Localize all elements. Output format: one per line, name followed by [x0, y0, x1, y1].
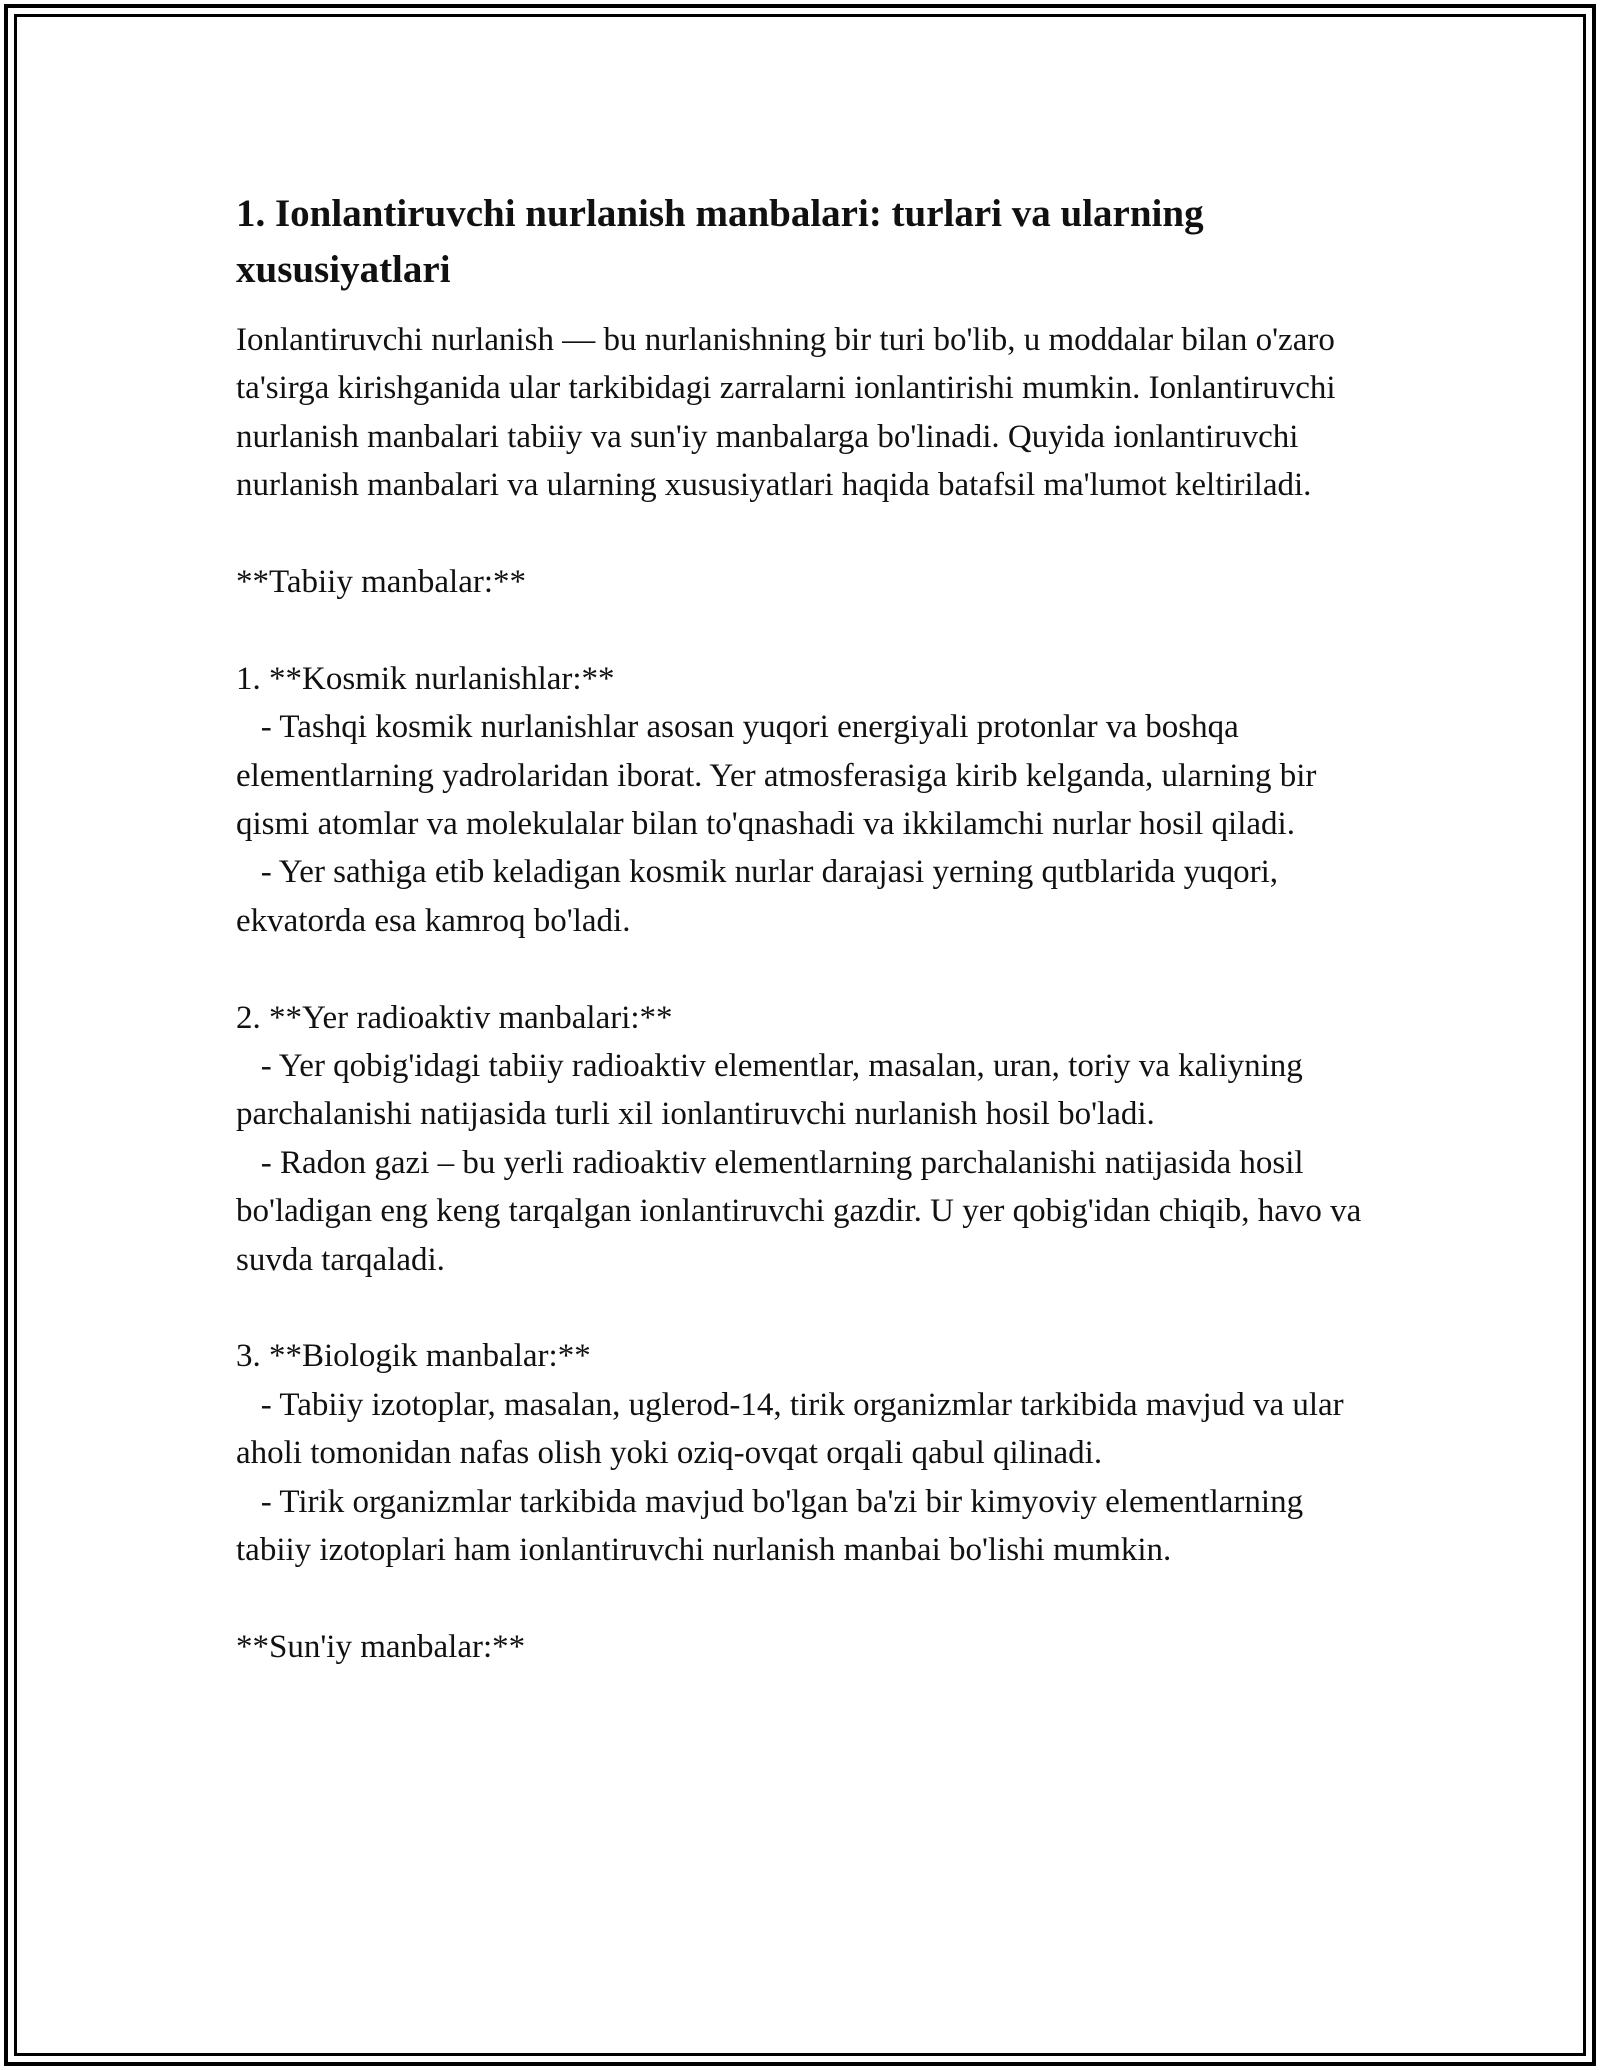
section-heading: 1. **Kosmik nurlanishlar:** [236, 660, 615, 697]
artificial-sources-heading: **Sun'iy manbalar:** [236, 1628, 526, 1665]
section-heading: 3. **Biologik manbalar:** [236, 1338, 591, 1375]
section-cosmic [236, 655, 1386, 945]
spacer [236, 1575, 1386, 1623]
natural-sources-heading: **Tabiiy manbalar:** [236, 564, 527, 601]
section-biological [236, 1332, 1386, 1574]
section-earth-radioactive [236, 994, 1386, 1284]
section-heading: 2. **Yer radioaktiv manbalari:** [236, 999, 673, 1036]
list-item: - Yer qobig'idagi tabiiy radioaktiv elementlar, masalan, uran, toriy va kaliyning parchalanishi natijasida turli xil ionlantiruvchi nurlanish hosil bo'ladi. [236, 1048, 1312, 1133]
document-title: 1. Ionlantiruvchi nurlanish manbalari: turlari va ularning xususiyatlari [236, 192, 1204, 291]
list-item: - Yer sathiga etib keladigan kosmik nurlar darajasi yerning qutblarida yuqori, ekvatorda esa kamroq bo'ladi. [236, 854, 1287, 939]
list-item: - Tashqi kosmik nurlanishlar asosan yuqori energiyali protonlar va boshqa elementlarning yadrolaridan iborat. Yer atmosferasiga kirib kelganda, ularning bir qismi atomlar va molekulalar bilan to'qnashadi va ikkilamchi nurlar hosil qiladi. [236, 709, 1325, 843]
spacer [236, 606, 1386, 654]
list-item: - Radon gazi – bu yerli radioaktiv elementlarning parchalanishi natijasida hosil bo'ladigan eng keng tarqalgan ionlantiruvchi gazdir. U yer qobig'idan chiqib, havo va suvda tarqaladi. [236, 1144, 1370, 1278]
list-item: - Tirik organizmlar tarkibida mavjud bo'lgan ba'zi bir kimyoviy elementlarning tabiiy izotoplari ham ionlantiruvchi nurlanish manbai bo'lishi mumkin. [236, 1483, 1312, 1569]
spacer [236, 510, 1386, 558]
intro-paragraph: Ionlantiruvchi nurlanish — bu nurlanishning bir turi bo'lib, u moddalar bilan o'zaro ta'sirga kirishganida ular tarkibidagi zarralarni ionlantirishi mumkin. Ionlantiruvchi nurlanish manbalari tabiiy va sun'iy manbalarga bo'linadi. Quyida ionlantiruvchi nurlanish manbalari va ularning xususiyatlari haqida batafsil ma'lumot keltiriladi. [236, 322, 1336, 504]
spacer [236, 945, 1386, 993]
list-item: - Tabiiy izotoplar, masalan, uglerod-14, tirik organizmlar tarkibida mavjud va ular aholi tomonidan nafas olish yoki oziq-ovqat orqali qabul qilinadi. [236, 1386, 1352, 1472]
spacer [236, 1284, 1386, 1332]
document-body [236, 186, 1386, 1671]
